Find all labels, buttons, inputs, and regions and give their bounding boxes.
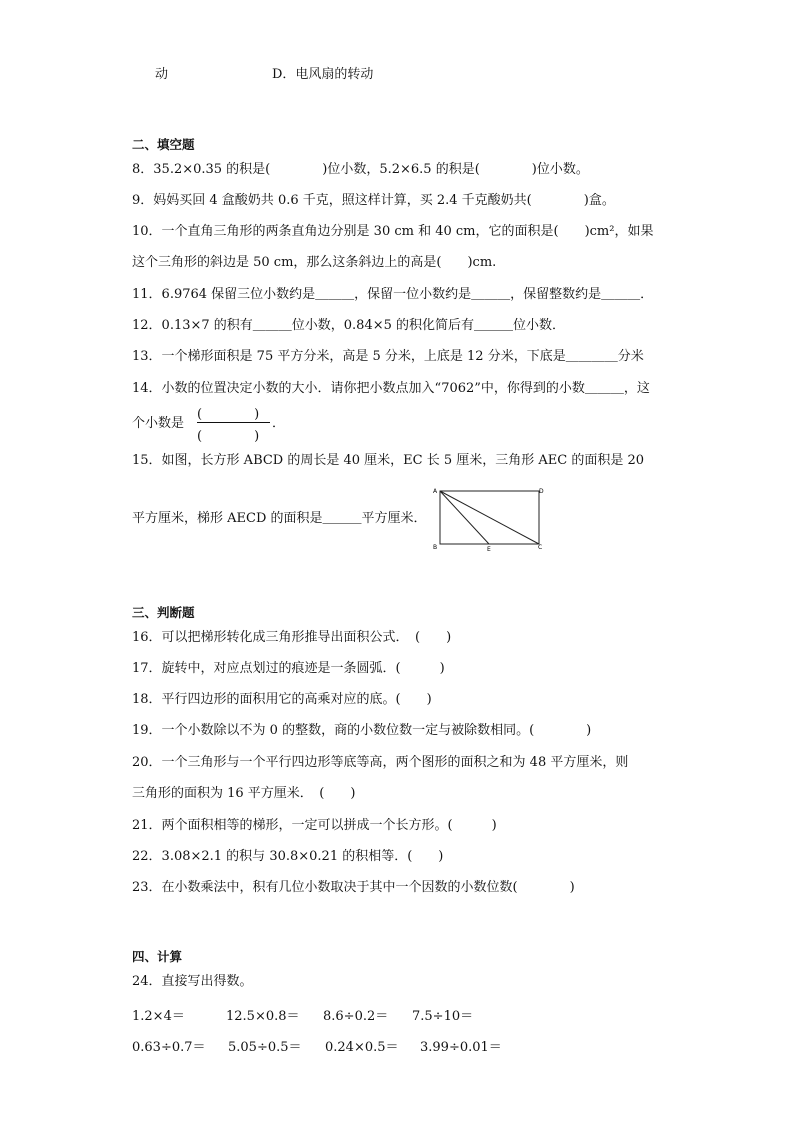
calc-item: 7.5÷10＝ [412, 1009, 474, 1024]
question-24: 24．直接写出得数。 [132, 974, 253, 989]
rectangle-figure [432, 486, 544, 552]
question-10-line1: 10．一个直角三角形的两条直角边分别是 30 cm 和 40 cm，它的面积是( )cm²，如果 [132, 224, 654, 239]
fraction-numerator: ( ) [197, 407, 260, 422]
option-d: D．电风扇的转动 [272, 67, 374, 82]
question-8: 8．35.2×0.35 的积是( )位小数，5.2×6.5 的积是( )位小数。 [132, 162, 589, 177]
section-heading-calculation: 四、计算 [132, 949, 183, 964]
label-c: C [538, 544, 543, 551]
segment-ac [440, 491, 539, 544]
calc-item: 8.6÷0.2＝ [323, 1009, 389, 1024]
calc-item: 0.63÷0.7＝ [132, 1040, 206, 1055]
question-14-line2-prefix: 个小数是 [132, 416, 185, 431]
question-11: 11．6.9764 保留三位小数约是＿＿＿，保留一位小数约是＿＿＿，保留整数约是＿＿＿． [132, 287, 654, 302]
question-20-line2: 三角形的面积为 16 平方厘米． ( ) [132, 786, 356, 801]
segment-ae [440, 491, 489, 544]
calc-item: 0.24×0.5＝ [325, 1040, 399, 1055]
section-heading-true-false: 三、判断题 [132, 605, 195, 620]
question-14-line2-suffix: ． [272, 416, 286, 431]
calc-item: 1.2×4＝ [132, 1009, 185, 1024]
fraction-bar [197, 422, 270, 423]
calc-item: 5.05÷0.5＝ [228, 1040, 302, 1055]
label-e: E [487, 546, 491, 552]
question-16: 16．可以把梯形转化成三角形推导出面积公式． ( ) [132, 630, 452, 645]
question-15-line1: 15．如图，长方形 ABCD 的周长是 40 厘米，EC 长 5 厘米，三角形 AEC 的面积是 20 [132, 453, 645, 468]
calc-item: 3.99÷0.01＝ [420, 1040, 502, 1055]
option-c-tail: 动 [155, 67, 169, 82]
label-d: D [539, 488, 544, 495]
question-10-line2: 这个三角形的斜边是 50 cm，那么这条斜边上的高是( )cm. [132, 255, 497, 270]
question-20-line1: 20．一个三角形与一个平行四边形等底等高，两个图形的面积之和为 48 平方厘米，则 [132, 755, 629, 770]
question-22: 22．3.08×2.1 的积与 30.8×0.21 的积相等．( ) [132, 849, 444, 864]
question-21: 21．两个面积相等的梯形，一定可以拼成一个长方形。( ) [132, 818, 497, 833]
question-18: 18．平行四边形的面积用它的高乘对应的底。( ) [132, 692, 432, 707]
question-9: 9．妈妈买回 4 盒酸奶共 0.6 千克，照这样计算，买 2.4 千克酸奶共( )盒。 [132, 193, 615, 208]
question-14-line1: 14．小数的位置决定小数的大小．请你把小数点加入“7062”中，你得到的小数＿＿＿，这 [132, 381, 650, 396]
label-a: A [433, 488, 438, 495]
question-23: 23．在小数乘法中，积有几位小数取决于其中一个因数的小数位数( ) [132, 880, 575, 895]
question-17: 17．旋转中，对应点划过的痕迹是一条圆弧．( ) [132, 661, 445, 676]
calc-item: 12.5×0.8＝ [226, 1009, 300, 1024]
question-13: 13．一个梯形面积是 75 平方分米，高是 5 分米，上底是 12 分米，下底是＿＿＿＿分米 [132, 349, 644, 364]
question-15-line2: 平方厘米，梯形 AECD 的面积是＿＿＿平方厘米． [132, 511, 427, 526]
fraction-denominator: ( ) [197, 429, 260, 444]
question-12: 12．0.13×7 的积有＿＿＿位小数，0.84×5 的积化简后有＿＿＿位小数． [132, 318, 566, 333]
label-b: B [433, 544, 438, 551]
question-19: 19．一个小数除以不为 0 的整数，商的小数位数一定与被除数相同。( ) [132, 723, 592, 738]
section-heading-fill-blank: 二、填空题 [132, 137, 195, 152]
